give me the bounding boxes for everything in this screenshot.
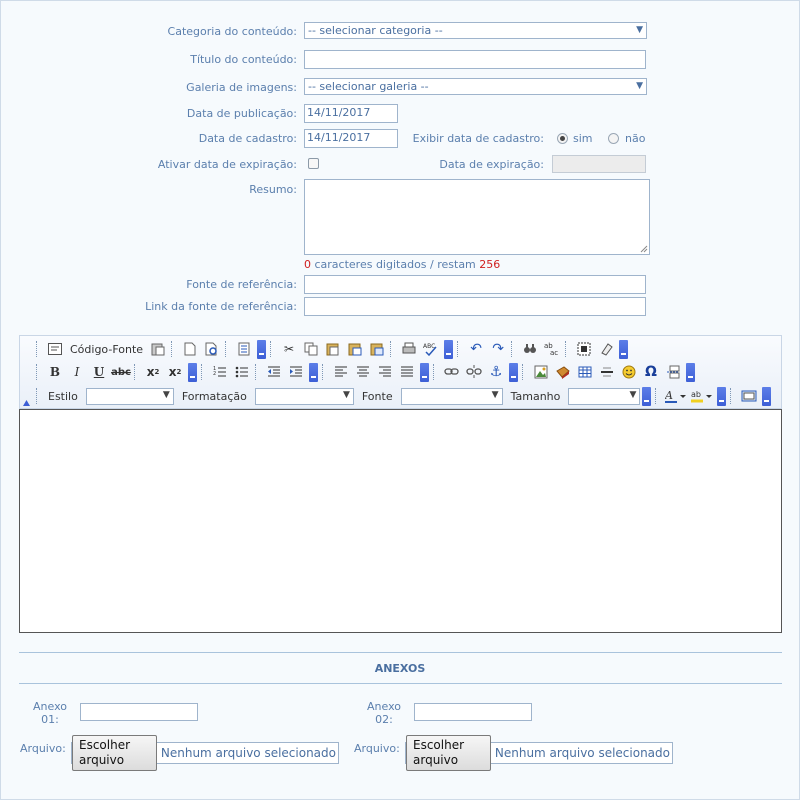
anexo-02-label-line1: Anexo <box>367 700 401 713</box>
more-options-dropdown[interactable] <box>309 363 318 382</box>
fonte-input[interactable] <box>304 275 646 294</box>
expiracao-checkbox[interactable] <box>308 158 319 169</box>
arquivo-02-file-input[interactable] <box>405 738 673 767</box>
expiracao-input[interactable] <box>552 155 646 173</box>
editor-content-area[interactable] <box>19 409 782 633</box>
toolbar-grip <box>270 341 274 357</box>
spellcheck-icon[interactable] <box>420 339 442 359</box>
align-left-icon[interactable] <box>330 362 352 382</box>
toolbar-grip <box>565 341 569 357</box>
resumo-label: Resumo: <box>249 183 297 196</box>
svg-text:2: 2 <box>213 371 217 377</box>
more-options-dropdown[interactable] <box>762 387 771 406</box>
cut-icon[interactable]: ✂ <box>284 342 295 356</box>
exibir-sim-radio[interactable] <box>557 133 568 144</box>
style-label: Estilo <box>48 389 78 403</box>
image-icon[interactable] <box>530 362 552 382</box>
svg-text:ab: ab <box>691 390 702 399</box>
more-options-dropdown[interactable] <box>642 387 651 406</box>
find-icon[interactable] <box>519 339 541 359</box>
toolbar-grip <box>322 364 326 380</box>
subscript-icon[interactable]: x 2 <box>146 365 160 379</box>
no-file-label: Nenhum arquivo selecionado <box>160 746 336 760</box>
toolbar-grip <box>433 364 437 380</box>
link-input[interactable] <box>304 297 646 316</box>
toolbar-grip <box>255 364 259 380</box>
toolbar-grip <box>390 341 394 357</box>
titulo-label: Título do conteúdo: <box>190 53 297 66</box>
background-color-icon[interactable] <box>689 386 715 406</box>
paste-text-icon[interactable] <box>344 339 366 359</box>
toolbar-grip <box>457 341 461 357</box>
align-right-icon[interactable] <box>374 362 396 382</box>
exibir-nao-label: não <box>625 132 646 145</box>
chevron-down-icon: ▼ <box>636 81 643 91</box>
smiley-icon[interactable] <box>618 362 640 382</box>
font-select[interactable] <box>401 388 503 405</box>
toolbar-grip <box>36 364 40 380</box>
cadastro-input[interactable]: 14/11/2017 <box>304 129 398 148</box>
resize-grip-icon[interactable] <box>640 245 648 253</box>
bulleted-list-icon[interactable] <box>231 362 253 382</box>
counter-text: caracteres digitados / restam <box>311 258 480 271</box>
publicacao-label: Data de publicação: <box>186 107 297 120</box>
anexos-divider-bottom <box>19 683 782 684</box>
galeria-select-value: -- selecionar galeria -- <box>308 80 429 93</box>
exibir-nao-radio[interactable] <box>608 133 619 144</box>
toolbar-grip <box>36 341 40 357</box>
paste-word-icon[interactable] <box>366 339 388 359</box>
more-options-dropdown[interactable] <box>717 387 726 406</box>
svg-text:ab: ab <box>544 342 553 350</box>
categoria-select-value: -- selecionar categoria -- <box>308 24 443 37</box>
chevron-down-icon: ▼ <box>162 389 170 400</box>
expiracao-label: Data de expiração: <box>439 158 544 171</box>
resumo-textarea[interactable] <box>304 179 650 255</box>
no-file-label: Nenhum arquivo selecionado <box>494 746 670 760</box>
flash-icon[interactable] <box>552 362 574 382</box>
link-label: Link da fonte de referência: <box>145 300 297 313</box>
toolbar-grip <box>655 388 659 404</box>
align-center-icon[interactable] <box>352 362 374 382</box>
toolbar-grip <box>511 341 515 357</box>
anexo-02-label <box>367 700 401 726</box>
rich-text-editor <box>19 335 782 633</box>
more-options-dropdown[interactable] <box>257 340 266 359</box>
toolbar-grip <box>171 341 175 357</box>
size-select[interactable] <box>568 388 640 405</box>
preview-icon[interactable] <box>201 339 223 359</box>
toolbar-row-2 <box>34 361 697 383</box>
align-justify-icon[interactable] <box>396 362 418 382</box>
toolbar-grip <box>522 364 526 380</box>
templates-icon[interactable] <box>233 339 255 359</box>
anexo-01-input[interactable] <box>80 703 198 721</box>
char-counter <box>304 258 500 271</box>
source-icon[interactable] <box>44 339 66 359</box>
format-label: Formatação <box>181 389 247 403</box>
maximize-icon[interactable] <box>738 386 760 406</box>
more-options-dropdown[interactable] <box>619 340 628 359</box>
page-break-icon[interactable] <box>662 362 684 382</box>
toolbar-grip <box>730 388 734 404</box>
expiracao-ativar-label: Ativar data de expiração: <box>157 158 297 171</box>
format-select[interactable] <box>255 388 354 405</box>
link-icon[interactable] <box>441 362 463 382</box>
indent-icon[interactable] <box>285 362 307 382</box>
font-label: Fonte <box>361 389 393 403</box>
text-color-icon[interactable] <box>663 386 689 406</box>
replace-icon[interactable] <box>541 339 563 359</box>
paste-icon[interactable] <box>322 339 344 359</box>
publicacao-input[interactable]: 14/11/2017 <box>304 104 398 123</box>
print-icon[interactable] <box>398 339 420 359</box>
svg-text:ac: ac <box>550 349 559 356</box>
strikethrough-icon[interactable]: abc <box>111 366 131 378</box>
table-icon[interactable] <box>574 362 596 382</box>
arquivo-02-label: Arquivo: <box>354 742 400 755</box>
editor-toolbar <box>19 335 782 409</box>
anexo-01-label-line1: Anexo <box>33 700 67 713</box>
remove-format-icon[interactable] <box>595 339 617 359</box>
bold-icon[interactable]: B <box>49 365 61 379</box>
titulo-input[interactable] <box>304 50 646 69</box>
outdent-icon[interactable] <box>263 362 285 382</box>
more-options-dropdown[interactable] <box>420 363 429 382</box>
galeria-label: Galeria de imagens: <box>186 81 297 94</box>
chevron-down-icon: ▼ <box>636 25 643 35</box>
new-page-icon[interactable] <box>179 339 201 359</box>
more-options-dropdown[interactable] <box>509 363 518 382</box>
superscript-icon[interactable]: x 2 <box>168 365 182 379</box>
fonte-label: Fonte de referência: <box>186 278 297 291</box>
cadastro-label: Data de cadastro: <box>198 132 297 145</box>
unlink-icon[interactable] <box>463 362 485 382</box>
more-options-dropdown[interactable] <box>444 340 453 359</box>
toolbar-grip <box>134 364 138 380</box>
svg-text:ABC: ABC <box>423 343 436 350</box>
galeria-select[interactable] <box>304 78 647 95</box>
more-options-dropdown[interactable] <box>686 363 695 382</box>
arquivo-01-label: Arquivo: <box>20 742 66 755</box>
more-options-dropdown[interactable] <box>188 363 197 382</box>
counter-remaining: 256 <box>479 258 501 271</box>
undo-icon[interactable]: ↶ <box>470 341 482 357</box>
chevron-down-icon: ▼ <box>629 389 637 400</box>
svg-text:A: A <box>665 389 674 402</box>
categoria-label: Categoria do conteúdo: <box>167 25 297 38</box>
exibir-label: Exibir data de cadastro: <box>412 132 544 145</box>
horizontal-rule-icon[interactable] <box>596 362 618 382</box>
underline-icon[interactable]: U <box>93 365 105 379</box>
anexo-02-input[interactable] <box>414 703 532 721</box>
special-char-icon[interactable]: Ω <box>645 364 657 380</box>
size-label: Tamanho <box>510 389 561 403</box>
copy-icon[interactable] <box>300 339 322 359</box>
anchor-icon[interactable]: ⚓ <box>489 364 503 380</box>
choose-file-button[interactable]: Escolher arquivo <box>406 735 491 771</box>
anexos-title: ANEXOS <box>374 662 426 675</box>
toolbar-grip <box>36 388 40 404</box>
anexo-02-label-line2: 02: <box>375 713 393 726</box>
categoria-select[interactable] <box>304 22 647 39</box>
anexo-01-label <box>33 700 67 726</box>
counter-typed: 0 <box>304 258 311 271</box>
exibir-sim-label: sim <box>573 132 593 145</box>
svg-text:1: 1 <box>213 366 217 372</box>
paste-from-word-icon[interactable] <box>147 339 169 359</box>
italic-icon[interactable]: I <box>74 365 80 379</box>
anexos-divider-top <box>19 652 782 653</box>
style-select[interactable] <box>86 388 174 405</box>
toolbar-row-1 <box>34 338 630 360</box>
toolbar-grip <box>201 364 205 380</box>
chevron-down-icon: ▼ <box>491 389 499 400</box>
chevron-down-icon: ▼ <box>342 389 350 400</box>
numbered-list-icon[interactable] <box>209 362 231 382</box>
collapse-toolbar-icon[interactable] <box>23 400 30 406</box>
toolbar-grip <box>225 341 229 357</box>
choose-file-button[interactable]: Escolher arquivo <box>72 735 157 771</box>
arquivo-01-file-input[interactable] <box>71 738 339 767</box>
redo-icon[interactable]: ↷ <box>492 341 504 357</box>
source-button[interactable]: Código-Fonte <box>70 342 144 356</box>
select-all-icon[interactable] <box>573 339 595 359</box>
toolbar-row-3 <box>34 385 773 407</box>
anexo-01-label-line2: 01: <box>41 713 59 726</box>
